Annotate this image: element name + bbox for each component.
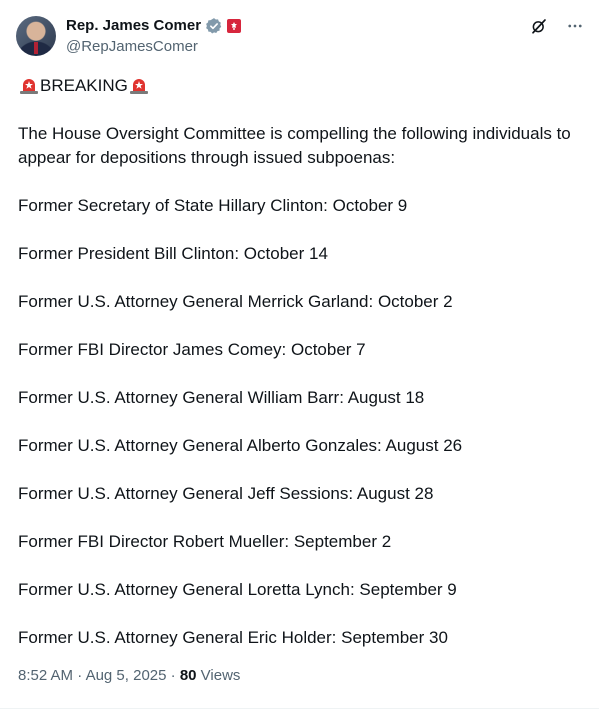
verified-badge-icon[interactable]	[205, 17, 223, 35]
grok-icon[interactable]	[529, 16, 549, 36]
author-handle[interactable]: @RepJamesComer	[66, 38, 198, 55]
meta-separator: ·	[170, 667, 176, 684]
meta-separator: ·	[77, 667, 83, 684]
siren-emoji-icon	[129, 77, 149, 95]
list-item: Former Secretary of State Hillary Clinton: October 9	[18, 196, 408, 215]
siren-emoji-icon	[19, 77, 39, 95]
tweet-meta	[18, 664, 240, 688]
views-label: Views	[200, 667, 241, 684]
list-item: Former President Bill Clinton: October 14	[18, 244, 328, 263]
list-item: Former U.S. Attorney General Jeff Sessions: August 28	[18, 484, 434, 503]
tweet-body	[18, 74, 583, 650]
list-item: Former U.S. Attorney General William Barr: August 18	[18, 388, 425, 407]
views-count[interactable]: 80	[179, 667, 197, 684]
author-name-row	[66, 16, 241, 36]
tweet-top-actions	[529, 16, 585, 36]
tweet-time[interactable]: 8:52 AM	[18, 667, 74, 684]
breaking-headline: BREAKING	[40, 76, 128, 95]
government-affiliation-icon[interactable]	[227, 19, 241, 33]
author-display-name[interactable]: Rep. James Comer	[66, 17, 202, 34]
avatar[interactable]	[16, 16, 56, 56]
tweet-date[interactable]: Aug 5, 2025	[85, 667, 167, 684]
list-item: Former FBI Director James Comey: October 7	[18, 340, 366, 359]
list-item: Former U.S. Attorney General Loretta Lynch: September 9	[18, 580, 457, 599]
list-item: Former FBI Director Robert Mueller: September 2	[18, 532, 392, 551]
list-item: Former U.S. Attorney General Eric Holder: September 30	[18, 628, 448, 647]
list-item: Former U.S. Attorney General Merrick Garland: October 2	[18, 292, 453, 311]
more-icon[interactable]	[565, 16, 585, 36]
list-item: Former U.S. Attorney General Alberto Gonzales: August 26	[18, 436, 463, 455]
tweet-intro: The House Oversight Committee is compelling the following individuals to appear for depositions through issued subpoenas:	[18, 124, 571, 167]
breaking-line	[18, 74, 583, 98]
